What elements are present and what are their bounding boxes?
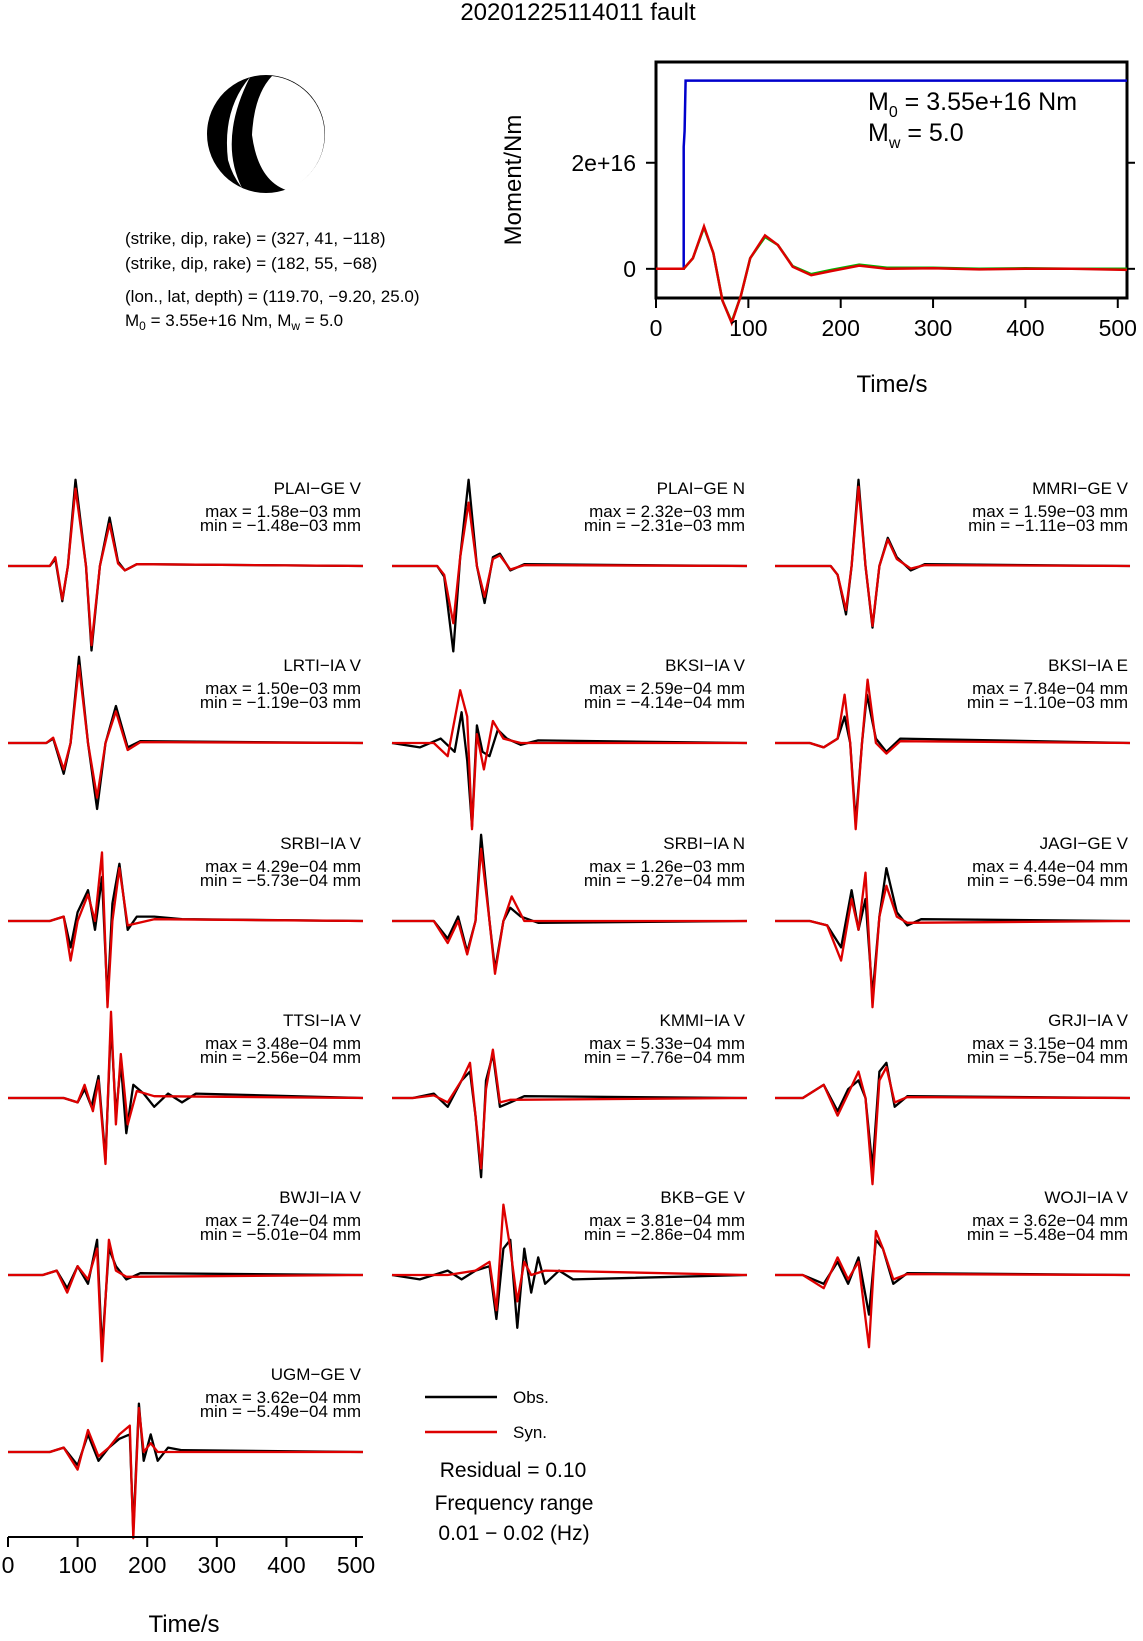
station-panel (775, 834, 1130, 1007)
mechanism-line-4: $M_0 = 3.55e+16$ Nm, $M_w = 5.0$ (125, 311, 344, 333)
station-name: PLAI−GE V (273, 479, 361, 498)
station-panel (775, 1188, 1130, 1347)
stf-x-tick-label: 300 (913, 315, 953, 341)
legend-obs-label: Obs. (513, 1388, 549, 1407)
station-panel (392, 1188, 747, 1328)
chart-title: 20201225114011 fault (460, 0, 696, 26)
stf-m0-value: 3.55e+16 Nm (926, 88, 1078, 116)
station-panel (775, 656, 1130, 829)
station-max: max = 3.81e−04 mm (589, 1211, 745, 1230)
station-panel (392, 834, 747, 974)
stf-x-tick-label: 0 (649, 315, 663, 341)
legend-syn-label: Syn. (513, 1423, 548, 1442)
station-name: PLAI−GE N (656, 479, 745, 498)
station-syn-trace (8, 1408, 363, 1538)
station-panel (392, 1011, 747, 1177)
stf-mw-value: 5.0 (928, 119, 964, 147)
waveform-grid (8, 479, 1130, 1538)
station-name: SRBI−IA N (663, 834, 745, 853)
station-min: min = −5.49e−04 mm (199, 1402, 361, 1421)
station-obs-trace (8, 1240, 363, 1350)
waveform-x-tick-label: 500 (336, 1552, 376, 1578)
station-panel (392, 479, 747, 651)
station-obs-trace (392, 1240, 747, 1328)
waveform-x-tick-label: 0 (1, 1552, 15, 1578)
station-max: max = 2.59e−04 mm (589, 679, 745, 698)
station-min: min = −5.75e−04 mm (966, 1048, 1128, 1067)
station-max: max = 4.44e−04 mm (972, 857, 1128, 876)
station-panel (775, 1011, 1130, 1184)
station-panel (8, 1011, 363, 1164)
station-max: max = 3.15e−04 mm (972, 1034, 1128, 1053)
station-name: BWJI−IA V (279, 1188, 361, 1207)
station-max: max = 3.48e−04 mm (205, 1034, 361, 1053)
stf-x-tick-label: 100 (729, 315, 768, 341)
station-max: max = 7.84e−04 mm (972, 679, 1128, 698)
station-min: min = −2.31e−03 mm (583, 516, 745, 535)
station-name: TTSI−IA V (283, 1011, 361, 1030)
mechanism-mw-value: 5.0 (319, 311, 344, 330)
frequency-range-value: 0.01 − 0.02 (Hz) (438, 1522, 590, 1545)
station-min: min = −2.86e−04 mm (583, 1225, 745, 1244)
stf-x-axis-label: Time/s (856, 371, 928, 398)
station-min: min = −7.76e−04 mm (583, 1048, 745, 1067)
station-obs-trace (392, 1054, 747, 1177)
stf-mw-annotation: $M_w = 5.0$ (868, 119, 964, 152)
stf-m0-annotation: $M_0 = 3.55e+16$ Nm (868, 88, 1078, 121)
frequency-range-label: Frequency range (434, 1492, 594, 1515)
station-panel (392, 656, 747, 829)
station-name: BKSI−IA E (1048, 656, 1128, 675)
station-min: min = −5.48e−04 mm (966, 1225, 1128, 1244)
station-max: max = 5.33e−04 mm (589, 1034, 745, 1053)
residual-label: Residual = 0.10 (439, 1459, 587, 1482)
stf-x-tick-label: 200 (821, 315, 860, 341)
station-panel (775, 479, 1130, 628)
station-syn-trace (8, 1240, 363, 1361)
station-min: min = −5.01e−04 mm (199, 1225, 361, 1244)
station-max: max = 2.74e−04 mm (205, 1211, 361, 1230)
station-syn-trace (775, 1067, 1130, 1184)
station-panel (8, 1365, 363, 1538)
station-name: LRTI−IA V (283, 656, 361, 675)
station-min: min = −2.56e−04 mm (199, 1048, 361, 1067)
station-min: min = −1.48e−03 mm (199, 516, 361, 535)
mechanism-line-3: (lon., lat, depth) = (119.70, −9.20, 25.0) (125, 287, 420, 306)
stf-x-tick-label: 500 (1098, 315, 1137, 341)
legend (425, 1388, 549, 1442)
station-min: min = −1.11e−03 mm (968, 516, 1128, 535)
station-max: max = 1.50e−03 mm (205, 679, 361, 698)
station-max: max = 2.32e−03 mm (589, 502, 745, 521)
station-obs-trace (8, 1404, 363, 1532)
mechanism-line-2: (strike, dip, rake) = (182, 55, −68) (125, 254, 378, 273)
station-panel (8, 656, 363, 809)
station-obs-trace (775, 695, 1130, 823)
station-min: min = −1.19e−03 mm (199, 693, 361, 712)
stf-panel (500, 62, 1137, 398)
waveform-x-tick-label: 100 (58, 1552, 97, 1578)
mechanism-line-1: (strike, dip, rake) = (327, 41, −118) (125, 229, 386, 248)
waveform-x-tick-label: 200 (128, 1552, 167, 1578)
station-panel (8, 479, 363, 651)
station-min: min = −9.27e−04 mm (583, 871, 745, 890)
station-min: min = −5.73e−04 mm (199, 871, 361, 890)
station-name: MMRI−GE V (1032, 479, 1128, 498)
station-name: JAGI−GE V (1039, 834, 1128, 853)
station-name: BKSI−IA V (665, 656, 745, 675)
station-panel (8, 1188, 363, 1361)
station-max: max = 3.62e−04 mm (205, 1388, 361, 1407)
station-name: GRJI−IA V (1048, 1011, 1128, 1030)
station-max: max = 3.62e−04 mm (972, 1211, 1128, 1230)
stf-y-tick-label: 2e+16 (571, 149, 636, 176)
waveform-x-axis (2, 1537, 376, 1636)
station-max: max = 1.26e−03 mm (589, 857, 745, 876)
waveform-x-axis-label: Time/s (148, 1611, 220, 1636)
waveform-x-tick-label: 400 (267, 1552, 306, 1578)
mechanism-m0-value: 3.55e+16 Nm (165, 311, 268, 330)
station-obs-trace (392, 835, 747, 970)
station-syn-trace (775, 873, 1130, 1008)
station-max: max = 1.58e−03 mm (205, 502, 361, 521)
station-min: min = −6.59e−04 mm (966, 871, 1128, 890)
station-obs-trace (775, 1063, 1130, 1169)
station-obs-trace (392, 712, 747, 826)
station-min: min = −4.14e−04 mm (583, 693, 745, 712)
stf-series-line-2 (656, 226, 1127, 323)
station-syn-trace (392, 1050, 747, 1169)
station-name: WOJI−IA V (1044, 1188, 1128, 1207)
station-min: min = −1.10e−03 mm (966, 693, 1128, 712)
station-name: KMMI−IA V (659, 1011, 745, 1030)
station-max: max = 1.59e−03 mm (972, 502, 1128, 521)
waveform-x-tick-label: 300 (197, 1552, 237, 1578)
station-name: UGM−GE V (270, 1365, 361, 1384)
station-syn-trace (775, 1231, 1130, 1347)
station-name: BKB−GE V (660, 1188, 745, 1207)
station-panel (8, 834, 363, 1007)
station-max: max = 4.29e−04 mm (205, 857, 361, 876)
station-name: SRBI−IA V (280, 834, 361, 853)
stf-y-tick-label: 0 (623, 255, 636, 282)
stf-x-tick-label: 400 (1006, 315, 1045, 341)
stf-y-axis-label: Moment/Nm (500, 114, 527, 246)
beachball-diagram (207, 75, 325, 193)
